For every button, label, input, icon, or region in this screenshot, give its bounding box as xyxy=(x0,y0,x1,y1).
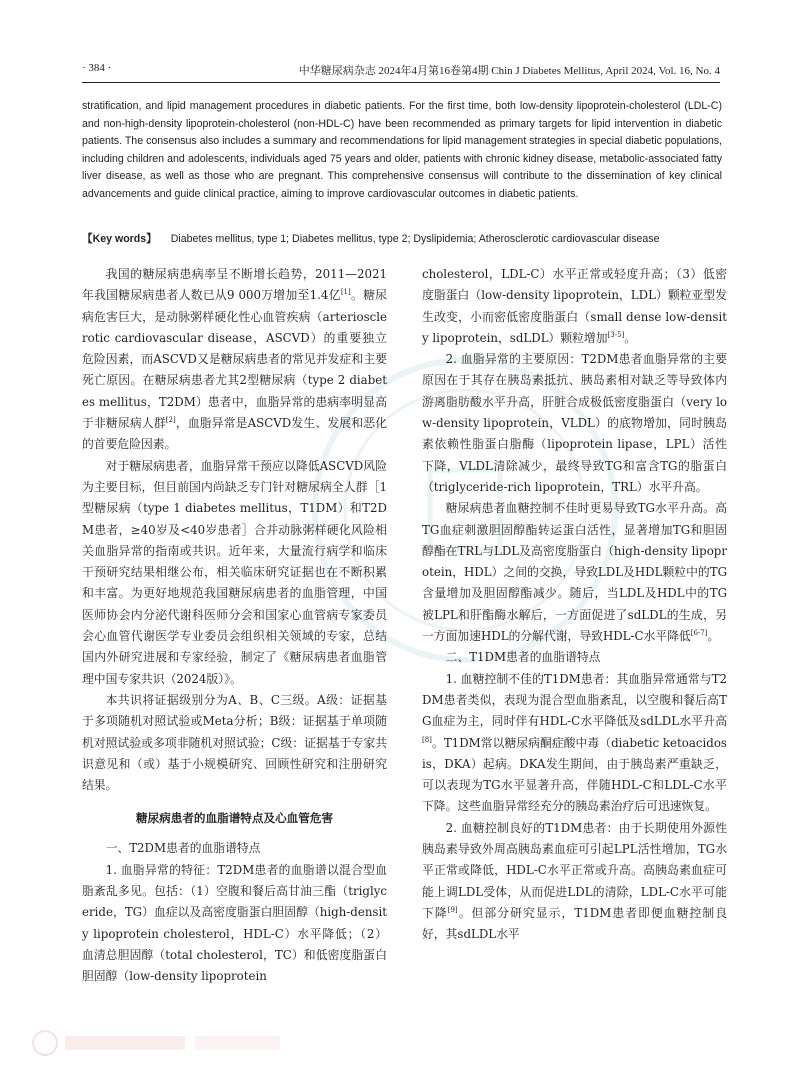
citation-ref: [6-7] xyxy=(690,629,708,638)
evidence-level-paragraph: 本共识将证据级别分为A、B、C三级。A级：证据基于多项随机对照试验或Meta分析；B级：证据基于单项随机对照试验或多项非随机对照试验；C级：证据基于专家共识意见和（或）基于小规模研究、回顾性研究和注册研究结果。 xyxy=(82,692,387,793)
citation-ref: [2] xyxy=(165,416,176,425)
journal-citation: 中华糖尿病杂志 2024年4月第16卷第4期 Chin J Diabetes Mellitus, April 2024, Vol. 16, No. 4 xyxy=(298,65,720,77)
section-heading: 糖尿病患者的血脂谱特点及心血管危害 xyxy=(135,811,334,826)
continued-paragraph: cholesterol，LDL-C）水平正常或轻度升高；（3）低密度脂蛋白（low-density lipoprotein，LDL）颗粒亚型发生改变，小而密低密度脂蛋白（small dense low-density lipoprotein，sdLDL）颗粒增加[3-5]。 xyxy=(422,267,727,345)
left-column xyxy=(82,264,387,988)
header-rule xyxy=(82,82,720,83)
citation-ref: [3-5] xyxy=(607,330,625,339)
background-paragraph: 对于糖尿病患者，血脂异常干预应以降低ASCVD风险为主要目标，但目前国内尚缺乏专门针对糖尿病全人群［1型糖尿病（type 1 diabetes mellitus，T1DM）和T2DM患者，≥40岁及<40岁患者］合并动脉粥样硬化风险相关血脂异常的指南或共识。近年来，大量流行病学和临床干预研究结果相继公布，相关临床研究证据也在不断积累和丰富。为更好地规范我国糖尿病患者的血脂管理，中国医师协会内分泌代谢科医师分会和国家心血管病专家委员会心血管代谢医学专业委员会组织相关领域的专家，总结国内外研究进展和专家经验，制定了《糖尿病患者血脂管理中国专家共识（2024版）》。 xyxy=(82,458,387,686)
keywords-terms: Diabetes mellitus, type 1; Diabetes mellitus, type 2; Dyslipidemia; Atherosclerotic cardiovascular disease xyxy=(170,233,660,245)
t1dm-poor-control-paragraph: 1. 血糖控制不佳的T1DM患者：其血脂异常通常与T2DM患者类似，表现为混合型血脂紊乱，以空腹和餐后高TG血症为主，同时伴有HDL-C水平降低及sdLDL水平升高[8]。T1DM常以糖尿病酮症酸中毒（diabetic ketoacidosis，DKA）起病。DKA发生期间，由于胰岛素严重缺乏，可以表现为TG水平显著升高，伴随HDL-C和LDL-C水平下降。这些血脂异常经充分的胰岛素治疗后可迅速恢复。 xyxy=(422,671,727,814)
subsection-heading: 二、T1DM患者的血脂谱特点 xyxy=(445,650,601,665)
citation-ref: [9] xyxy=(447,905,458,914)
english-abstract-tail: stratification, and lipid management procedures in diabetic patients. For the first time, both low-density lipoprotein-cholesterol (LDL-C) and non-high-density lipoprotein-cholesterol (non-HDL-C) have been recommended as primary targets for lipid intervention in diabetic patients. The consensus also includes a summary and recommendations for lipid management strategies in special diabetic populations, including children and adolescents, individuals aged 75 years and older, patients with chronic kidney disease, metabolic-associated fatty liver disease, as well as those who are pregnant. This comprehensive consensus will contribute to the dissemination of key clinical advancements and guide clinical practice, aiming to improve cardiovascular outcomes in diabetic patients. xyxy=(82,100,722,200)
keywords-label: 【Key words】 xyxy=(82,233,157,245)
causes-paragraph: 2. 血脂异常的主要原因：T2DM患者血脂异常的主要原因在于其存在胰岛素抵抗、胰岛素相对缺乏等导致体内游离脂肪酸水平升高，肝脏合成极低密度脂蛋白（very low-density lipoprotein，VLDL）的底物增加，同时胰岛素依赖性脂蛋白脂酶（lipoprotein lipase，LPL）活性下降，VLDL清除减少，最终导致TG和富含TG的脂蛋白（triglyceride-rich lipoprotein，TRL）水平升高。 xyxy=(422,352,727,494)
publisher-logo-watermark xyxy=(30,1028,290,1058)
t2dm-lipid-features-paragraph: 1. 血脂异常的特征：T2DM患者的血脂谱以混合型血脂紊乱多见。包括：（1）空腹和餐后高甘油三酯（triglyceride，TG）血症以及高密度脂蛋白胆固醇（high-density lipoprotein cholesterol，HDL-C）水平降低；（2）血清总胆固醇（total cholesterol，TC）和低密度脂蛋白胆固醇（low-density lipoprotein xyxy=(82,862,387,984)
glycemic-control-paragraph: 糖尿病患者血糖控制不佳时更易导致TG水平升高。高TG血症刺激胆固醇酯转运蛋白活性，显著增加TG和胆固醇酯在TRL与LDL及高密度脂蛋白（high-density lipoprotein，HDL）之间的交换，导致LDL及HDL颗粒中的TG含量增加及胆固醇酯减少。随后，当LDL及HDL中的TG被LPL和肝酯酶水解后，一方面促进了sdLDL的生成，另一方面加速HDL的分解代谢，导致HDL-C水平降低[6-7]。 xyxy=(422,501,727,644)
running-header xyxy=(82,62,720,80)
right-column xyxy=(422,264,727,946)
keywords xyxy=(82,231,722,248)
subsection-heading: 一、T2DM患者的血脂谱特点 xyxy=(105,841,261,856)
intro-paragraph: 我国的糖尿病患病率呈不断增长趋势，2011—2021年我国糖尿病患者人数已从9 000万增加至1.4亿[1]。糖尿病危害巨大，是动脉粥样硬化性心血管疾病（arteriosclerotic cardiovascular disease，ASCVD）的重要独立危险因素，而ASCVD又是糖尿病患者的常见并发症和主要死亡原因。在糖尿病患者尤其2型糖尿病（type 2 diabetes mellitus，T2DM）患者中，血脂异常的患病率明显高于非糖尿病人群[2]，血脂异常是ASCVD发生、发展和恶化的首要危险因素。 xyxy=(82,267,387,452)
t1dm-good-control-paragraph: 2. 血糖控制良好的T1DM患者：由于长期使用外源性胰岛素导致外周高胰岛素血症可引起LPL活性增加，TG水平正常或降低，HDL-C水平正常或升高。高胰岛素血症可能上调LDL受体，从而促进LDL的清除，LDL-C水平可能下降[9]。但部分研究显示，T1DM患者即便血糖控制良好，其sdLDL水平 xyxy=(422,820,727,942)
citation-ref: [8] xyxy=(422,735,432,744)
citation-ref: [1] xyxy=(340,288,351,297)
page-number: · 384 · xyxy=(82,62,112,74)
